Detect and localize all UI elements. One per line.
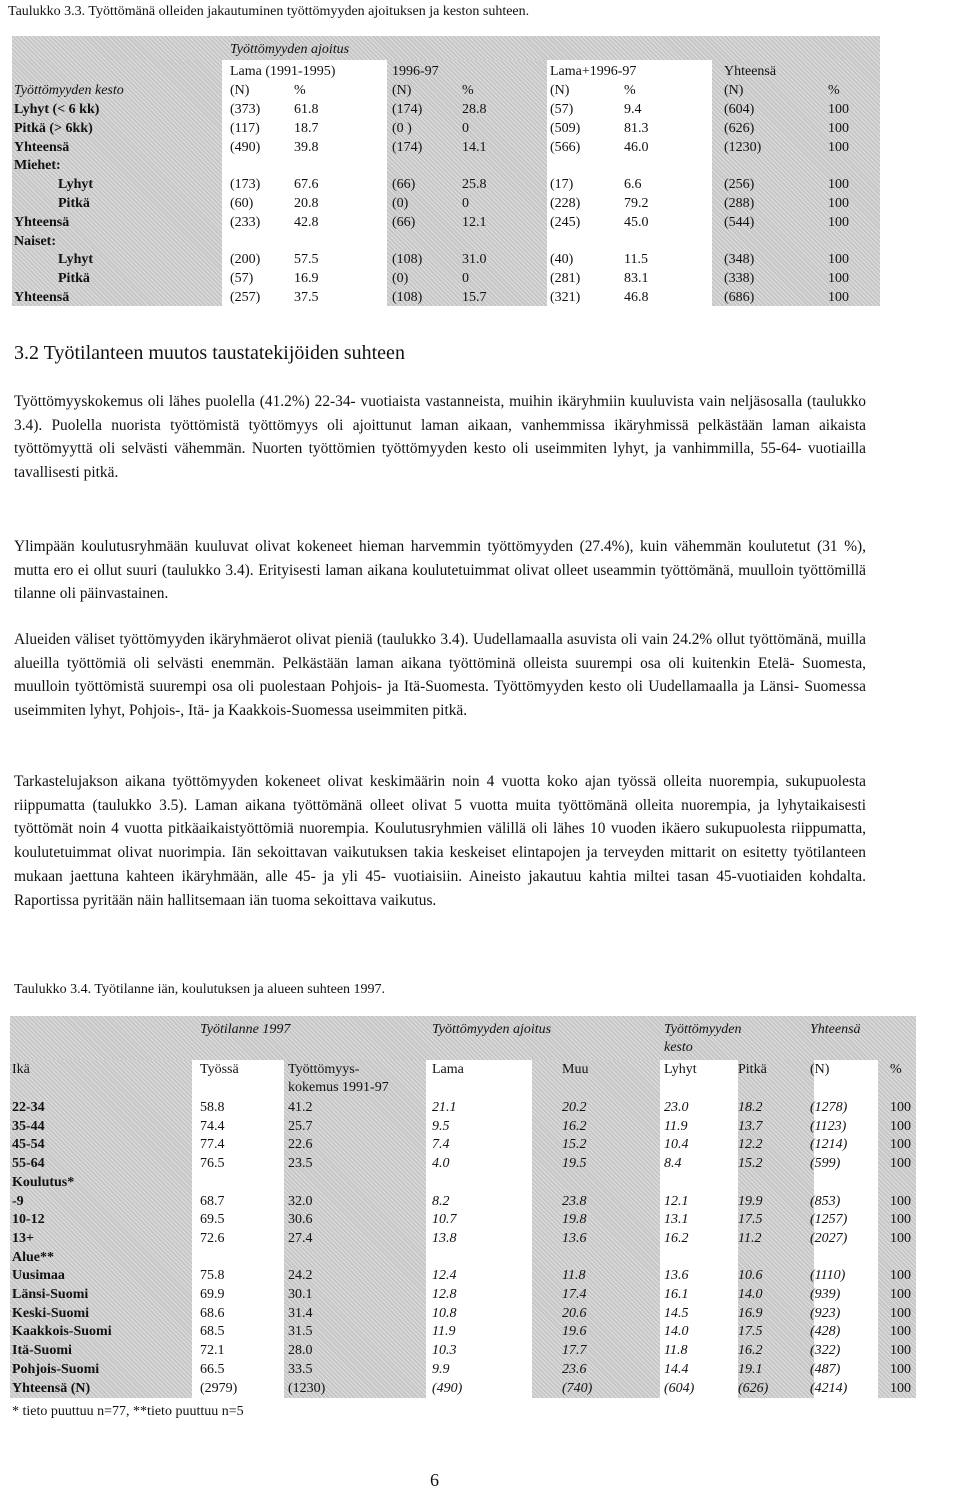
table1-cell: (544) <box>724 214 755 230</box>
table2-cell: 31.5 <box>288 1324 313 1340</box>
table1-cell: (348) <box>724 252 755 268</box>
table1-col-lama-1996: Lama+1996-97 <box>550 64 637 79</box>
table1-cell: (60) <box>230 196 254 211</box>
table1-cell: (626) <box>724 120 755 136</box>
table2-cell: (2979) <box>200 1380 238 1396</box>
table1-row-label: Lyhyt (< 6 kk) <box>14 102 100 117</box>
table2-cell: 23.0 <box>664 1100 689 1115</box>
table1-row-label: Miehet: <box>14 158 61 174</box>
table2-cell: (923) <box>810 1305 841 1321</box>
table2-cell: 16.2 <box>664 1230 689 1246</box>
table2-cell: 11.9 <box>432 1324 456 1340</box>
table2-cell: 32.0 <box>288 1193 313 1209</box>
table2-cell: 14.5 <box>664 1305 689 1321</box>
table2-cell: 19.8 <box>562 1212 587 1228</box>
table1-cell: (174) <box>392 139 423 155</box>
table2-cell: 11.2 <box>738 1230 762 1246</box>
table1-col-lama: Lama (1991-1995) <box>230 64 336 79</box>
table1-cell: 57.5 <box>294 252 319 268</box>
table2-cell: 19.9 <box>738 1193 763 1209</box>
table2-row-label: 55-64 <box>12 1156 45 1172</box>
table1-cell: 14.1 <box>462 139 487 155</box>
table2-cell: 100 <box>890 1212 911 1228</box>
paragraph-2: Ylimpään koulutusryhmään kuuluvat olivat kokeneet hieman harvemmin työttömyyden (27.4%), kuin vähemmän koulutetut (31 %), mutta ero ei ollut suuri (taulukko 3.4). Erityisesti laman aikana koulutetuimmat olivat olleet useammin työttömänä, muulloin työttömillä tilanne oli päinvastainen. <box>14 538 866 603</box>
table2-cell: 11.8 <box>664 1343 688 1359</box>
table1-cell: (509) <box>550 120 581 136</box>
table1-cell: (173) <box>230 177 261 193</box>
table2-cell: 8.2 <box>432 1193 450 1209</box>
table1-cell: (57) <box>550 102 574 117</box>
table2-g1: Työtilanne 1997 <box>200 1022 291 1037</box>
table2-cell: 17.7 <box>562 1343 587 1359</box>
table1-cell: 100 <box>828 271 849 287</box>
table1-cell: (228) <box>550 196 581 211</box>
table2-cell: (1110) <box>810 1268 846 1284</box>
table1-cell: 0 <box>462 271 469 287</box>
table1-cell: (200) <box>230 252 261 268</box>
table2-cell: 16.2 <box>562 1118 587 1134</box>
table1-cell: 100 <box>828 120 849 136</box>
table2-cell: 100 <box>890 1268 911 1284</box>
table2-cell: (853) <box>810 1193 841 1209</box>
table2-row-label: Alue** <box>12 1249 54 1265</box>
table1-row-label: Pitkä <box>58 271 90 287</box>
table1-p3: % <box>624 83 636 98</box>
table2-row-label: Koulutus* <box>12 1174 75 1190</box>
table1-cell: 18.7 <box>294 120 319 136</box>
table2-cell: 74.4 <box>200 1118 225 1134</box>
table1-cell: (40) <box>550 252 574 268</box>
table1-cell: 28.8 <box>462 102 487 117</box>
table1-cell: 45.0 <box>624 214 649 230</box>
table1-cell: 9.4 <box>624 102 642 117</box>
table2-cell: 23.5 <box>288 1156 313 1172</box>
table2-cell: 16.1 <box>664 1287 689 1302</box>
table2-cell: 100 <box>890 1156 911 1172</box>
table2-cell: (322) <box>810 1343 841 1359</box>
table1-cell: (233) <box>230 214 261 230</box>
table1-row-label: Lyhyt <box>58 177 94 193</box>
table2-cell: 10.3 <box>432 1343 457 1359</box>
table2-cell: 15.2 <box>562 1137 587 1153</box>
table2-cell: 18.2 <box>738 1100 763 1115</box>
table2-cell: 12.2 <box>738 1137 763 1153</box>
table1-n4: (N) <box>724 83 744 98</box>
table1-cell: 37.5 <box>294 290 319 305</box>
shade-muu-col <box>532 1016 660 1398</box>
table2-row-label: Itä-Suomi <box>12 1343 72 1359</box>
table1-row-label: Lyhyt <box>58 252 94 268</box>
table2-cell: 13.7 <box>738 1118 763 1134</box>
table2-footnote: * tieto puuttuu n=77, **tieto puuttuu n=5 <box>12 1404 244 1419</box>
table1-cell: (0 ) <box>392 120 412 136</box>
table1-cell: 12.1 <box>462 214 487 230</box>
table2-c5: Lyhyt <box>664 1062 697 1077</box>
table2-c1: Työssä <box>200 1062 239 1077</box>
table2-cell: 13.6 <box>562 1230 587 1246</box>
table2-cell: 14.0 <box>664 1324 689 1340</box>
shade-top-band <box>12 36 880 60</box>
section-heading: 3.2 Työtilanteen muutos taustatekijöiden suhteen <box>14 342 405 364</box>
table2-cell: 100 <box>890 1324 911 1340</box>
table2-cell: 68.5 <box>200 1324 225 1340</box>
table2-cell: 30.1 <box>288 1287 313 1302</box>
table1-cell: (17) <box>550 177 574 193</box>
table2-cell: 100 <box>890 1287 911 1302</box>
table2-cell: 13.1 <box>664 1212 689 1228</box>
table1-cell: (686) <box>724 290 755 305</box>
table1-cell: (338) <box>724 271 755 287</box>
table1-cell: (1230) <box>724 139 762 155</box>
table2-cell: 12.1 <box>664 1193 689 1209</box>
table1-row-label: Pitkä (> 6kk) <box>14 120 93 136</box>
paragraph-4: Tarkastelujakson aikana työttömyyden kokeneet olivat keskimäärin noin 4 vuotta koko ajan työssä olleita nuorempia, sukupuolesta riippumatta (taulukko 3.5). Laman aikana työttömänä olleet olivat 5 vuotta muita työttömänä olleita nuorempia, ja lyhytaikaisesti työttömät noin 4 vuotta pitkäaikaistyöttömiä nuorempia. Koulutusryhmien välillä oli lähes 10 vuoden ikäero sukupuolesta riippumatta, koulutetuimmat olivat nuorimpia. Iän sekoittavan vaikutuksen takia keskeiset elintapojen ja terveyden mittarit on esitetty työtilanteen mukaan jaettuna kahteen ikäryhmään, alle 45- ja yli 45- vuotiaisiin. Aineisto jakautuu kahtia miltei tasan 45-vuotiaiden kohdalta. Raportissa pyritään näin hallitsemaan iän tuoma sekoittava vaikutus. <box>14 773 866 909</box>
table2-cell: 30.6 <box>288 1212 313 1228</box>
table2-ika-label: Ikä <box>12 1062 30 1077</box>
table2-cell: 100 <box>890 1100 911 1115</box>
table2-cell: 66.5 <box>200 1361 225 1377</box>
table2-cell: 100 <box>890 1380 911 1396</box>
table2-caption: Taulukko 3.4. Työtilanne iän, koulutuksen ja alueen suhteen 1997. <box>14 982 386 997</box>
table2-cell: 12.8 <box>432 1287 457 1302</box>
table2-row-label: 45-54 <box>12 1137 45 1153</box>
table2-cell: 75.8 <box>200 1268 225 1284</box>
table2-cell: 4.0 <box>432 1156 450 1172</box>
table2-c2a: Työttömyys- <box>288 1062 360 1077</box>
table2-cell: 41.2 <box>288 1100 313 1115</box>
table1-row-label: Yhteensä <box>14 290 70 305</box>
table1-group-header: Työttömyyden ajoitus <box>230 42 350 57</box>
table1-cell: (257) <box>230 290 261 305</box>
table2-c4: Muu <box>562 1062 589 1077</box>
table1-cell: 61.8 <box>294 102 319 117</box>
table1-cell: 15.7 <box>462 290 487 305</box>
table1-cell: 42.8 <box>294 214 319 230</box>
table1-cell: (108) <box>392 252 423 268</box>
table2-cell: (939) <box>810 1287 841 1302</box>
table1-cell: (281) <box>550 271 581 287</box>
table1-row-label: Yhteensä <box>14 139 70 155</box>
table2-cell: 68.7 <box>200 1193 225 1209</box>
table2-cell: 58.8 <box>200 1100 225 1115</box>
table1-cell: 100 <box>828 252 849 268</box>
table2-row-label: -9 <box>12 1193 24 1209</box>
table1-n2: (N) <box>392 83 412 98</box>
shade-label-col-2 <box>10 1016 192 1398</box>
table2-cell: 22.6 <box>288 1137 313 1153</box>
table-3-4 <box>10 1016 916 1398</box>
table2-c3: Lama <box>432 1062 464 1077</box>
table2-cell: 14.4 <box>664 1361 689 1377</box>
table1-cell: (57) <box>230 271 254 287</box>
table2-cell: (1230) <box>288 1380 326 1396</box>
table2-row-label: 13+ <box>12 1230 34 1246</box>
table2-cell: (487) <box>810 1361 841 1377</box>
table2-cell: (428) <box>810 1324 841 1340</box>
table1-cell: (174) <box>392 102 423 117</box>
table2-row-label: Uusimaa <box>12 1268 65 1284</box>
table1-cell: 46.0 <box>624 139 649 155</box>
table2-cell: 23.6 <box>562 1361 587 1377</box>
table2-row-label: Länsi-Suomi <box>12 1287 89 1302</box>
table2-g3a: Työttömyyden <box>664 1022 742 1037</box>
table2-cell: (4214) <box>810 1380 848 1396</box>
table1-cell: (245) <box>550 214 581 230</box>
table2-cell: 14.0 <box>738 1287 763 1302</box>
table1-cell: 83.1 <box>624 271 649 287</box>
table2-cell: 28.0 <box>288 1343 313 1359</box>
table2-row-label: 10-12 <box>12 1212 45 1228</box>
table2-c2b: kokemus 1991-97 <box>288 1080 389 1095</box>
table2-cell: 25.7 <box>288 1118 313 1134</box>
table1-kesto-label: Työttömyyden kesto <box>14 83 124 98</box>
table1-cell: (490) <box>230 139 261 155</box>
table1-cell: 100 <box>828 139 849 155</box>
table2-cell: (604) <box>664 1380 695 1396</box>
table1-cell: 31.0 <box>462 252 487 268</box>
table2-g2: Työttömyyden ajoitus <box>432 1022 552 1037</box>
table2-cell: (1214) <box>810 1137 848 1153</box>
table1-n1: (N) <box>230 83 250 98</box>
table1-cell: (604) <box>724 102 755 117</box>
table2-cell: 100 <box>890 1230 911 1246</box>
table1-cell: (66) <box>392 214 416 230</box>
table1-cell: 11.5 <box>624 252 648 268</box>
table2-cell: 13.6 <box>664 1268 689 1284</box>
table1-n3: (N) <box>550 83 570 98</box>
table2-cell: 19.6 <box>562 1324 587 1340</box>
table2-cell: (1257) <box>810 1212 848 1228</box>
table2-cell: 69.9 <box>200 1287 225 1302</box>
table2-cell: (1278) <box>810 1100 848 1115</box>
table2-cell: 9.9 <box>432 1361 450 1377</box>
table1-p4: % <box>828 83 840 98</box>
table1-cell: (288) <box>724 196 755 211</box>
table2-cell: 20.6 <box>562 1305 587 1321</box>
table1-p1: % <box>294 83 306 98</box>
table1-cell: 46.8 <box>624 290 649 305</box>
table2-cell: (626) <box>738 1380 769 1396</box>
table2-cell: 33.5 <box>288 1361 313 1377</box>
table1-cell: (66) <box>392 177 416 193</box>
table1-col-1996: 1996-97 <box>392 64 439 79</box>
table1-cell: 39.8 <box>294 139 319 155</box>
table2-cell: 10.7 <box>432 1212 457 1228</box>
paragraph-1: Työttömyyskokemus oli lähes puolella (41.2%) 22-34- vuotiaista vastanneista, muihin ikäryhmiin kuuluvista vain neljäsosalla (taulukko 3.4). Puolella nuorista työttömistä työttömyys oli ajoittunut laman aikaan, vanhemmissa ikäryhmissä pelkästään laman aikaista työttömyyttä oli selvästi vähemmän. Nuorten työttömien työttömyyden kesto oli useimmiten lyhyt, ja vanhimmilla, 55-64- vuotiailla tavallisesti pitkä. <box>14 393 866 482</box>
page-number: 6 <box>430 1470 439 1490</box>
table2-row-label: 22-34 <box>12 1100 45 1115</box>
table1-cell: 100 <box>828 214 849 230</box>
table1-cell: 0 <box>462 120 469 136</box>
table1-cell: (0) <box>392 271 409 287</box>
table2-cell: 19.1 <box>738 1361 763 1377</box>
table2-g3b: kesto <box>664 1040 693 1055</box>
table2-cell: 72.6 <box>200 1230 225 1246</box>
table2-cell: 24.2 <box>288 1268 313 1284</box>
table1-cell: 16.9 <box>294 271 319 287</box>
table2-g4: Yhteensä <box>810 1022 861 1037</box>
table2-cell: 23.8 <box>562 1193 587 1209</box>
table2-c6: Pitkä <box>738 1062 767 1077</box>
table2-cell: 100 <box>890 1343 911 1359</box>
table2-cell: 100 <box>890 1118 911 1134</box>
table2-cell: 16.2 <box>738 1343 763 1359</box>
table1-cell: (256) <box>724 177 755 193</box>
table2-cell: 100 <box>890 1137 911 1153</box>
table2-cell: (2027) <box>810 1230 848 1246</box>
table1-cell: (321) <box>550 290 581 305</box>
table1-cell: 81.3 <box>624 120 649 136</box>
table2-c7: (N) <box>810 1062 830 1077</box>
table2-cell: (740) <box>562 1380 593 1396</box>
table2-c8: % <box>890 1062 902 1077</box>
table1-cell: (566) <box>550 139 581 155</box>
table2-cell: 17.5 <box>738 1212 763 1228</box>
table2-cell: 100 <box>890 1305 911 1321</box>
table2-cell: 100 <box>890 1193 911 1209</box>
table2-cell: (599) <box>810 1156 841 1172</box>
table1-row-label: Yhteensä <box>14 214 70 230</box>
table2-cell: (1123) <box>810 1118 847 1134</box>
table1-caption: Taulukko 3.3. Työttömänä olleiden jakautuminen työttömyyden ajoituksen ja keston suhteen. <box>8 4 530 19</box>
table2-cell: 19.5 <box>562 1156 587 1172</box>
table2-cell: 16.9 <box>738 1305 763 1321</box>
table2-cell: 77.4 <box>200 1137 225 1153</box>
table1-row-label: Pitkä <box>58 196 90 211</box>
table2-cell: 10.4 <box>664 1137 689 1153</box>
table2-cell: 7.4 <box>432 1137 450 1153</box>
table2-cell: 100 <box>890 1361 911 1377</box>
table1-cell: (108) <box>392 290 423 305</box>
table2-cell: 17.4 <box>562 1287 587 1302</box>
table2-row-label: Yhteensä (N) <box>12 1380 91 1396</box>
table1-cell: 25.8 <box>462 177 487 193</box>
table2-cell: (490) <box>432 1380 463 1396</box>
table2-cell: 11.9 <box>664 1118 688 1134</box>
table1-p2: % <box>462 83 474 98</box>
table2-cell: 9.5 <box>432 1118 450 1134</box>
table-3-3 <box>12 36 880 306</box>
table1-row-label: Naiset: <box>14 233 56 249</box>
table1-cell: 100 <box>828 102 849 117</box>
table1-cell: 100 <box>828 177 849 193</box>
table1-cell: (117) <box>230 120 260 136</box>
table2-cell: 10.6 <box>738 1268 763 1284</box>
table1-cell: (373) <box>230 102 261 117</box>
table2-cell: 69.5 <box>200 1212 225 1228</box>
table1-cell: 100 <box>828 290 849 305</box>
table2-cell: 27.4 <box>288 1230 313 1246</box>
table2-cell: 72.1 <box>200 1343 225 1359</box>
table2-row-label: 35-44 <box>12 1118 45 1134</box>
table2-row-label: Keski-Suomi <box>12 1305 90 1321</box>
paragraph-3: Alueiden väliset työttömyyden ikäryhmäerot olivat pieniä (taulukko 3.4). Uudellamaalla asuvista oli vain 24.2% ollut työttömänä, muilla alueilla työttömiä oli selvästi enemmän. Pelkästään laman aikana työttöminä olleista suurempi osa oli kuitenkin Etelä- Suomesta, muulloin työttömistä suurempi osa oli puolestaan Pohjois- ja Itä-Suomesta. Työttömyyden kesto oli Uudellamaalla ja Länsi- Suomessa useimmiten lyhyt, Pohjois-, Itä- ja Kaakkois-Suomessa useimmiten pitkä. <box>14 631 866 720</box>
table2-cell: 8.4 <box>664 1156 682 1172</box>
table1-cell: 79.2 <box>624 196 649 211</box>
table2-cell: 10.8 <box>432 1305 457 1321</box>
table2-row-label: Pohjois-Suomi <box>12 1361 100 1377</box>
table1-cell: 100 <box>828 196 849 211</box>
table1-cell: 6.6 <box>624 177 642 193</box>
table1-cell: 0 <box>462 196 469 211</box>
table2-row-label: Kaakkois-Suomi <box>12 1324 112 1340</box>
table1-cell: 67.6 <box>294 177 319 193</box>
table2-cell: 15.2 <box>738 1156 763 1172</box>
table2-cell: 31.4 <box>288 1305 313 1321</box>
table1-cell: (0) <box>392 196 409 211</box>
table2-cell: 76.5 <box>200 1156 225 1172</box>
table2-cell: 21.1 <box>432 1100 457 1115</box>
table2-cell: 11.8 <box>562 1268 586 1284</box>
table1-cell: 20.8 <box>294 196 319 211</box>
table2-cell: 68.6 <box>200 1305 225 1321</box>
table2-cell: 20.2 <box>562 1100 587 1115</box>
table1-col-yhteensa: Yhteensä <box>724 64 777 79</box>
table2-cell: 12.4 <box>432 1268 457 1284</box>
table2-cell: 17.5 <box>738 1324 763 1340</box>
table2-cell: 13.8 <box>432 1230 457 1246</box>
